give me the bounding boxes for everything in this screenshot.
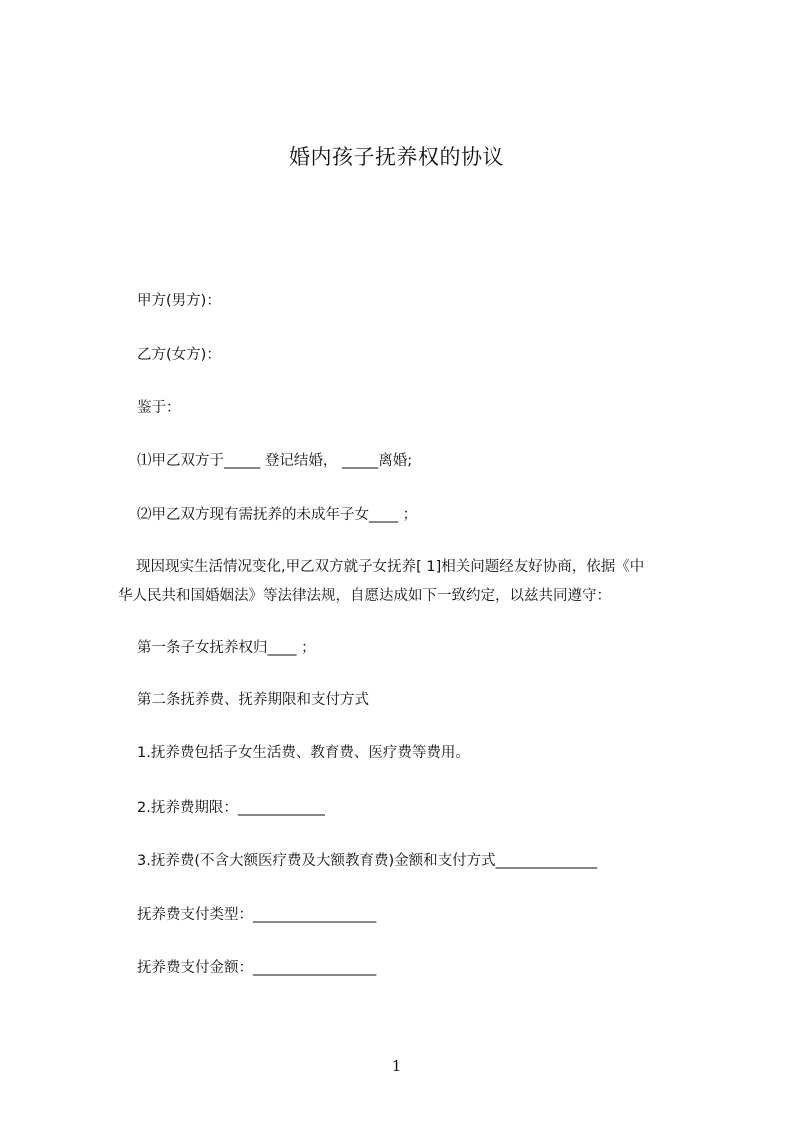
minor-children-line: ⑵甲乙双方现有需抚养的未成年子女____ ； [137, 507, 418, 523]
clause-support-amount-method: 3.抚养费(不含大额医疗费及大额教育费)金额和支付方式______________ [137, 853, 598, 869]
clause-custody: 第一条子女抚养权归____ ； [137, 640, 316, 656]
clause-support-scope: 1.抚养费包括子女生活费、教育费、医疗费等费用。 [137, 745, 470, 761]
support-payment-type-line: 抚养费支付类型：_________________ [137, 907, 377, 923]
party-a-line: 甲方(男方)： [137, 293, 221, 309]
support-payment-amount-line: 抚养费支付金额：_________________ [137, 960, 377, 976]
preamble-row-2: 华人民共和国婚姻法》等法律法规，自愿达成如下一致约定，以兹共同遵守： [118, 588, 611, 604]
page-number: 1 [391, 1057, 402, 1075]
preamble-row-1: 现因现实生活情况变化,甲乙双方就子女抚养[ 1]相关问题经友好协商，依据《中 [136, 559, 645, 575]
clause-support-heading: 第二条抚养费、抚养期限和支付方式 [137, 692, 369, 708]
party-b-line: 乙方(女方)： [137, 347, 221, 363]
marriage-date-line: ⑴甲乙双方于_____ 登记结婚， _____离婚; [137, 453, 413, 469]
whereas-line: 鉴于： [137, 400, 181, 416]
clause-support-period: 2.抚养费期限：____________ [137, 800, 325, 816]
preamble-paragraph [118, 553, 718, 611]
document-title: 婚内孩子抚养权的协议 [289, 145, 504, 169]
